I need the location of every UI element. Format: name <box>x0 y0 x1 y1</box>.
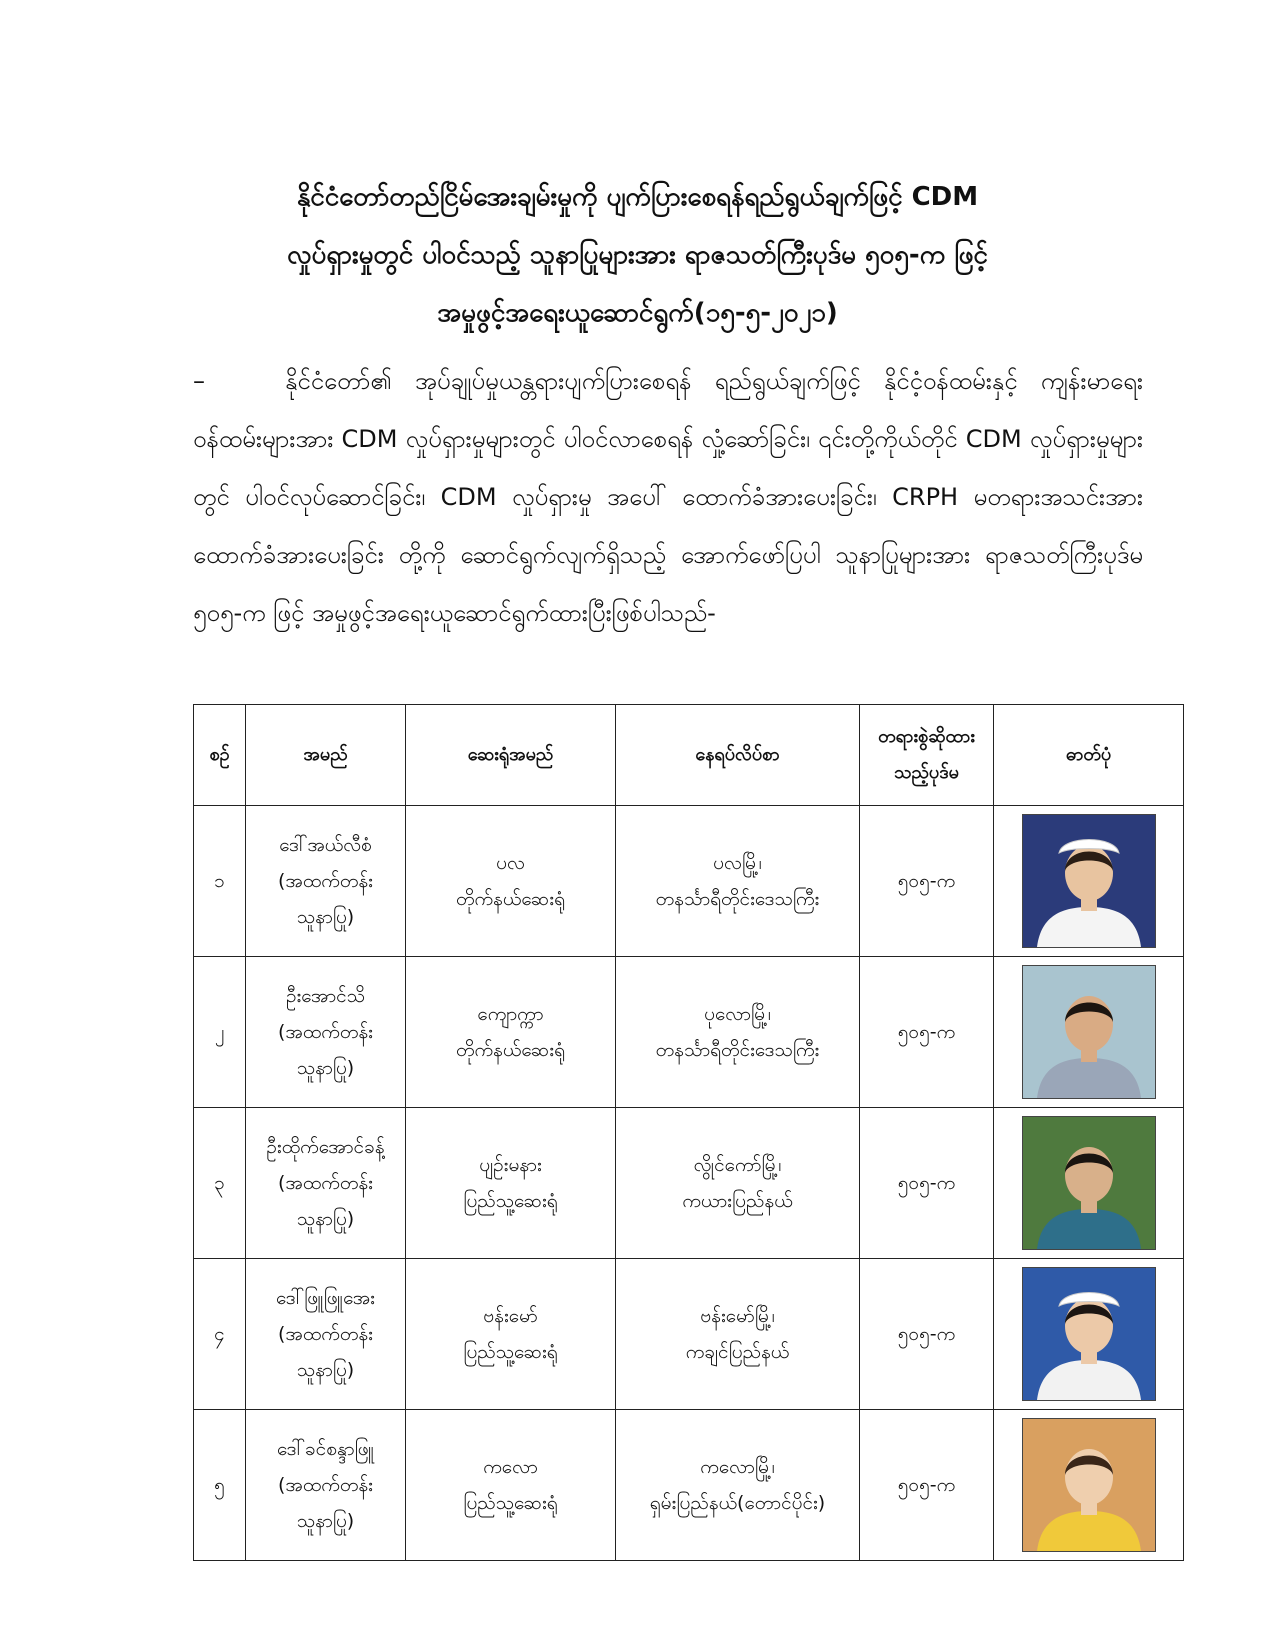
charged-section: ၅၀၅-က <box>860 1108 994 1259</box>
header-hospital: ဆေးရုံအမည် <box>406 705 616 806</box>
portrait-graphic <box>1023 1268 1155 1400</box>
header-section: တရားစွဲဆိုထားသည့်ပုဒ်မ <box>860 705 994 806</box>
nurse-name-line: (အထက်တန်း <box>278 1323 373 1345</box>
nurse-table <box>193 704 1184 1561</box>
body-paragraph <box>193 352 1143 642</box>
header-name: အမည် <box>246 705 406 806</box>
photo-cell <box>994 1108 1184 1259</box>
charged-section: ၅၀၅-က <box>860 1410 994 1561</box>
hospital-line: ပြည်သူ့ဆေးရုံ <box>463 1190 558 1212</box>
hospital-line: ပလ <box>496 852 525 874</box>
hospital-line: တိုက်နယ်ဆေးရုံ <box>455 888 566 910</box>
address-line: ပလမြို့၊ <box>713 852 762 874</box>
home-address <box>616 1259 860 1410</box>
nurse-name-line: ဦးအောင်သိ <box>285 985 366 1007</box>
nurse-name-line: သူနာပြု) <box>296 1510 355 1532</box>
nurse-name-line: သူနာပြု) <box>296 1208 355 1230</box>
header-photo: ဓာတ်ပုံ <box>994 705 1184 806</box>
charged-section: ၅၀၅-က <box>860 957 994 1108</box>
header-address: နေရပ်လိပ်စာ <box>616 705 860 806</box>
table-row <box>194 1410 1184 1561</box>
address-line: တနင်္သာရီတိုင်းဒေသကြီး <box>655 888 820 910</box>
nurse-name-line: ဦးထိုက်အောင်ခန့် <box>266 1136 385 1158</box>
nurse-name-line: သူနာပြု) <box>296 1359 355 1381</box>
nurse-name-line: (အထက်တန်း <box>278 1021 373 1043</box>
paragraph-dash: – <box>193 367 205 395</box>
nurse-name-line: သူနာပြု) <box>296 1057 355 1079</box>
portrait-graphic <box>1023 1117 1155 1249</box>
address-line: လွိုင်ကော်မြို့၊ <box>693 1154 782 1176</box>
photo-cell <box>994 1410 1184 1561</box>
address-line: တနင်္သာရီတိုင်းဒေသကြီး <box>655 1039 820 1061</box>
hospital-line: တိုက်နယ်ဆေးရုံ <box>455 1039 566 1061</box>
table-row <box>194 806 1184 957</box>
hospital-name <box>406 806 616 957</box>
paragraph-text: နိုင်ငံတော်၏ အုပ်ချုပ်မှုယန္တရားပျက်ပြားစေရန် ရည်ရွယ်ချက်ဖြင့် နိုင်ငံ့ဝန်ထမ်းနှင့် ကျန်းမာရေးဝန်ထမ်းများအား CDM လှုပ်ရှားမှုများတွင် ပါဝင်လာစေရန် လှုံ့ဆော်ခြင်း၊ ၎င်းတို့ကိုယ်တိုင် CDM လှုပ်ရှားမှုများတွင် ပါဝင်လုပ်ဆောင်ခြင်း၊ CDM လှုပ်ရှားမှု အပေါ် ထောက်ခံအားပေးခြင်း၊ CRPH မတရားအသင်းအား ထောက်ခံအားပေးခြင်း တို့ကို ဆောင်ရွက်လျက်ရှိသည့် အောက်ဖော်ပြပါ သူနာပြုများအား ရာဇသတ်ကြီးပုဒ်မ ၅၀၅-က ဖြင့် အမှုဖွင့်အရေးယူဆောင်ရွက်ထားပြီးဖြစ်ပါသည်- <box>193 367 1143 627</box>
table-row <box>194 1108 1184 1259</box>
nurse-name-line: (အထက်တန်း <box>278 1172 373 1194</box>
hospital-name <box>406 1410 616 1561</box>
nurse-name-line: ဒေါ်ဖြူဖြူအေး <box>276 1287 375 1309</box>
title-line-3: အမှုဖွင့်အရေးယူဆောင်ရွက်(၁၅-၅-၂၀၂၁) <box>437 298 838 328</box>
hospital-line: ပြည်သူ့ဆေးရုံ <box>463 1341 558 1363</box>
table-header-row <box>194 705 1184 806</box>
nurse-photo <box>1022 965 1156 1099</box>
nurse-name <box>246 957 406 1108</box>
hospital-line: ပြည်သူ့ဆေးရုံ <box>463 1492 558 1514</box>
home-address <box>616 1108 860 1259</box>
document-title <box>150 168 1125 342</box>
portrait-graphic <box>1023 815 1155 947</box>
address-line: ပုလောမြို့၊ <box>704 1003 771 1025</box>
row-number: ၂ <box>194 957 246 1108</box>
row-number: ၄ <box>194 1259 246 1410</box>
nurse-name-line: ဒေါ်ခင်စန္ဒာဖြူ <box>276 1438 375 1460</box>
portrait-graphic <box>1023 1419 1155 1551</box>
hospital-line: ကျောက္ကာ <box>477 1003 544 1025</box>
table-row <box>194 957 1184 1108</box>
table-row <box>194 1259 1184 1410</box>
photo-cell <box>994 1259 1184 1410</box>
address-line: ကယားပြည်နယ် <box>682 1190 793 1212</box>
title-line-1: နိုင်ငံတော်တည်ငြိမ်အေးချမ်းမှုကို ပျက်ပြားစေရန်ရည်ရွယ်ချက်ဖြင့် CDM <box>296 182 979 212</box>
charged-section: ၅၀၅-က <box>860 1259 994 1410</box>
nurse-name-line: ဒေါ်အယ်လီစံ <box>279 834 372 856</box>
nurse-photo <box>1022 1267 1156 1401</box>
address-line: ကလောမြို့၊ <box>700 1456 775 1478</box>
row-number: ၅ <box>194 1410 246 1561</box>
hospital-line: ကလော <box>483 1456 538 1478</box>
nurse-photo <box>1022 1418 1156 1552</box>
nurse-photo <box>1022 1116 1156 1250</box>
hospital-line: ဗန်းမော် <box>483 1305 538 1327</box>
nurse-photo <box>1022 814 1156 948</box>
title-line-2: လှုပ်ရှားမှုတွင် ပါဝင်သည့် သူနာပြုများအား ရာဇသတ်ကြီးပုဒ်မ ၅၀၅-က ဖြင့် <box>287 240 988 270</box>
home-address <box>616 957 860 1108</box>
header-no: စဉ် <box>194 705 246 806</box>
photo-cell <box>994 806 1184 957</box>
nurse-name <box>246 1108 406 1259</box>
home-address <box>616 1410 860 1561</box>
nurse-name-line: (အထက်တန်း <box>278 870 373 892</box>
hospital-name <box>406 957 616 1108</box>
address-line: ကချင်ပြည်နယ် <box>685 1341 790 1363</box>
charged-section: ၅၀၅-က <box>860 806 994 957</box>
address-line: ဗန်းမော်မြို့၊ <box>700 1305 775 1327</box>
hospital-name <box>406 1108 616 1259</box>
nurse-name <box>246 806 406 957</box>
portrait-graphic <box>1023 966 1155 1098</box>
home-address <box>616 806 860 957</box>
hospital-line: ပျဉ်းမနား <box>479 1154 542 1176</box>
nurse-name-line: သူနာပြု) <box>296 906 355 928</box>
nurse-name-line: (အထက်တန်း <box>278 1474 373 1496</box>
photo-cell <box>994 957 1184 1108</box>
address-line: ရှမ်းပြည်နယ်(တောင်ပိုင်း) <box>649 1492 826 1514</box>
row-number: ၃ <box>194 1108 246 1259</box>
nurse-name <box>246 1259 406 1410</box>
hospital-name <box>406 1259 616 1410</box>
row-number: ၁ <box>194 806 246 957</box>
nurse-name <box>246 1410 406 1561</box>
